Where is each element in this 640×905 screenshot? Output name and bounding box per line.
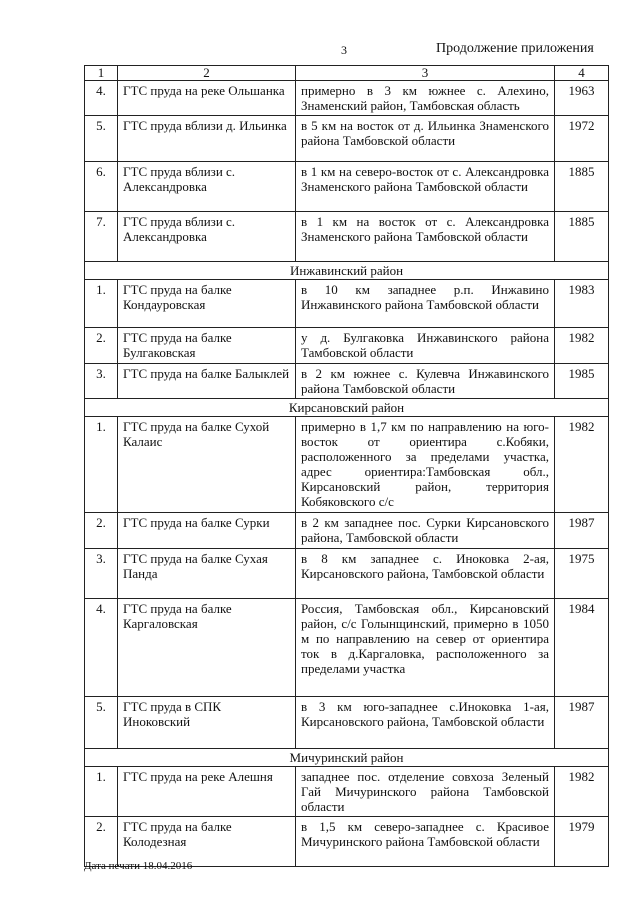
row-number: 5. — [85, 697, 118, 749]
row-number: 3. — [85, 364, 118, 399]
column-header: 3 — [296, 66, 555, 81]
table-row — [85, 364, 609, 399]
table-row — [85, 767, 609, 817]
column-header: 1 — [85, 66, 118, 81]
structure-name: ГТС пруда на балке Сухая Панда — [118, 549, 296, 599]
location: в 1 км на восток от с. Александровка Знаменского района Тамбовской области — [296, 212, 555, 262]
row-number: 7. — [85, 212, 118, 262]
structure-name: ГТС пруда на реке Алешня — [118, 767, 296, 817]
structure-name: ГТС пруда на балке Сухой Калаис — [118, 417, 296, 513]
year: 1985 — [555, 364, 609, 399]
column-header: 2 — [118, 66, 296, 81]
table-row — [85, 417, 609, 513]
structure-name: ГТС пруда на балке Сурки — [118, 513, 296, 549]
row-number: 6. — [85, 162, 118, 212]
structure-name: ГТС пруда вблизи д. Ильинка — [118, 116, 296, 162]
location: в 10 км западнее р.п. Инжавино Инжавинского района Тамбовской области — [296, 280, 555, 328]
column-header: 4 — [555, 66, 609, 81]
structure-name: ГТС пруда на балке Булгаковская — [118, 328, 296, 364]
row-number: 4. — [85, 599, 118, 697]
structure-name: ГТС пруда на балке Балыклей — [118, 364, 296, 399]
row-number: 2. — [85, 817, 118, 867]
location: в 2 км южнее с. Кулевча Инжавинского района Тамбовской области — [296, 364, 555, 399]
year: 1979 — [555, 817, 609, 867]
hydro-structures-table — [84, 65, 609, 867]
district-title: Мичуринский район — [85, 749, 609, 767]
year: 1885 — [555, 212, 609, 262]
table-row — [85, 549, 609, 599]
continuation-note: Продолжение приложения — [436, 41, 594, 56]
location: у д. Булгаковка Инжавинского района Тамбовской области — [296, 328, 555, 364]
print-date: Дата печати 18.04.2016 — [84, 860, 193, 872]
structure-name: ГТС пруда на реке Ольшанка — [118, 81, 296, 116]
row-number: 1. — [85, 767, 118, 817]
year: 1975 — [555, 549, 609, 599]
structure-name: ГТС пруда вблизи с. Александровка — [118, 162, 296, 212]
table-row — [85, 212, 609, 262]
row-number: 1. — [85, 280, 118, 328]
row-number: 4. — [85, 81, 118, 116]
year: 1983 — [555, 280, 609, 328]
row-number: 3. — [85, 549, 118, 599]
structure-name: ГТС пруда в СПК Иноковский — [118, 697, 296, 749]
location: в 3 км юго-западнее с.Иноковка 1-ая, Кирсановского района, Тамбовской области — [296, 697, 555, 749]
year: 1987 — [555, 513, 609, 549]
location: западнее пос. отделение совхоза Зеленый Гай Мичуринского района Тамбовской области — [296, 767, 555, 817]
district-title: Инжавинский район — [85, 262, 609, 280]
district-header — [85, 399, 609, 417]
table-row — [85, 513, 609, 549]
table-row — [85, 697, 609, 749]
structure-name: ГТС пруда на балке Каргаловская — [118, 599, 296, 697]
location: в 2 км западнее пос. Сурки Кирсановского района, Тамбовской области — [296, 513, 555, 549]
row-number: 2. — [85, 328, 118, 364]
structure-name: ГТС пруда на балке Колодезная — [118, 817, 296, 867]
location: примерно в 3 км южнее с. Алехино, Знаменский район, Тамбовская область — [296, 81, 555, 116]
structure-name: ГТС пруда вблизи с. Александровка — [118, 212, 296, 262]
table-row — [85, 599, 609, 697]
year: 1982 — [555, 767, 609, 817]
year: 1963 — [555, 81, 609, 116]
table-row — [85, 81, 609, 116]
row-number: 2. — [85, 513, 118, 549]
district-title: Кирсановский район — [85, 399, 609, 417]
year: 1987 — [555, 697, 609, 749]
structure-name: ГТС пруда на балке Кондауровская — [118, 280, 296, 328]
location: в 1,5 км северо-западнее с. Красивое Мичуринского района Тамбовской области — [296, 817, 555, 867]
row-number: 1. — [85, 417, 118, 513]
year: 1982 — [555, 328, 609, 364]
table-row — [85, 116, 609, 162]
column-header-row — [85, 66, 609, 81]
location: в 8 км западнее с. Иноковка 2-ая, Кирсановского района, Тамбовской области — [296, 549, 555, 599]
year: 1982 — [555, 417, 609, 513]
district-header — [85, 749, 609, 767]
table-row — [85, 817, 609, 867]
table-row — [85, 162, 609, 212]
page-number: 3 — [341, 43, 347, 57]
location: примерно в 1,7 км по направлению на юго-восток от ориентира с.Кобяки, расположенного за пределами участка, адрес ориентира:Тамбовская обл., Кирсановский район, территория Кобяковского с/с — [296, 417, 555, 513]
location: в 1 км на северо-восток от с. Александровка Знаменского района Тамбовской области — [296, 162, 555, 212]
table-row — [85, 328, 609, 364]
year: 1885 — [555, 162, 609, 212]
location: в 5 км на восток от д. Ильинка Знаменского района Тамбовской области — [296, 116, 555, 162]
table-row — [85, 280, 609, 328]
row-number: 5. — [85, 116, 118, 162]
year: 1984 — [555, 599, 609, 697]
location: Россия, Тамбовская обл., Кирсановский район, с/с Голынщинский, примерно в 1050 м по направлению на север от ориентира ток в д.Каргаловка, расположенного за пределами участка — [296, 599, 555, 697]
year: 1972 — [555, 116, 609, 162]
district-header — [85, 262, 609, 280]
